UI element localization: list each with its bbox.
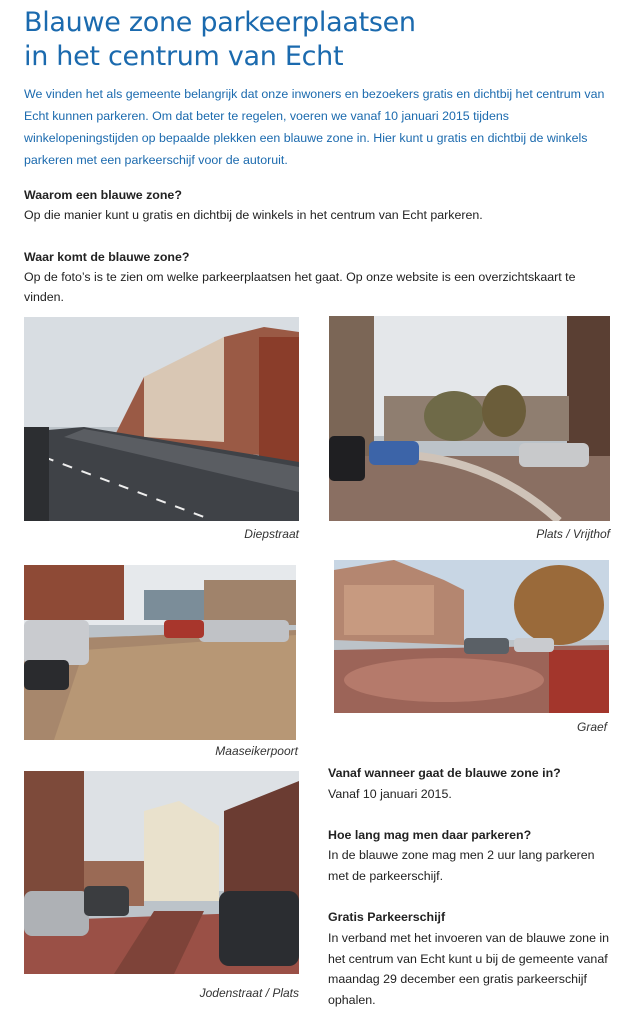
faq-parking-disc-answer: In verband met het invoeren van de blauwe zone in het centrum van Echt kunt u bij de gemeente vanaf maandag 29 december een gratis parkeerschijf ophalen. [328, 930, 610, 1008]
section-where [24, 247, 614, 307]
page-title [24, 6, 614, 74]
faq-when-question: Vanaf wanneer gaat de blauwe zone in? [328, 766, 561, 780]
section-why [24, 185, 614, 225]
photo-diepstraat [24, 317, 299, 521]
faq-parking-disc-question: Gratis Parkeerschijf [328, 909, 446, 924]
right-column-faq [328, 763, 612, 1011]
intro-paragraph: We vinden het als gemeente belangrijk dat onze inwoners en bezoekers gratis en dichtbij het centrum van Echt kunnen parkeren. Om dat beter te regelen, voeren we vanaf 10 januari 2015 tijdens winkelopeningstijden op bepaalde plekken een blauwe zone in. Hier kunt u gratis en dichtbij de winkels parkeren met een parkeerschijf voor de autoruit. [24, 87, 605, 167]
faq-when-answer: Vanaf 10 januari 2015. [328, 786, 452, 801]
photo-jodenstraat-plats [24, 771, 299, 974]
faq-duration-answer: In de blauwe zone mag men 2 uur lang parkeren met de parkeerschijf. [328, 848, 595, 884]
photo-plats-vrijthof [329, 316, 610, 521]
caption-plats-vrijthof: Plats / Vrijthof [536, 527, 610, 541]
section-why-answer: Op die manier kunt u gratis en dichtbij de winkels in het centrum van Echt parkeren. [24, 208, 483, 222]
page-title-line-1: Blauwe zone parkeerplaatsen [24, 7, 416, 38]
photo-graef [334, 560, 609, 713]
caption-jodenstraat-plats: Jodenstraat / Plats [199, 986, 299, 1000]
caption-maaseikerpoort: Maaseikerpoort [215, 744, 298, 758]
photo-maaseikerpoort [24, 565, 296, 740]
caption-diepstraat: Diepstraat [244, 527, 299, 541]
caption-graef: Graef [576, 720, 607, 734]
section-where-answer: Op de foto’s is te zien om welke parkeerplaatsen het gaat. Op onze website is een overzichtskaart te vinden. [24, 270, 576, 304]
section-why-question: Waarom een blauwe zone? [24, 188, 182, 202]
faq-duration-question: Hoe lang mag men daar parkeren? [328, 827, 532, 842]
section-where-question: Waar komt de blauwe zone? [24, 250, 190, 264]
page-title-line-2: in het centrum van Echt [24, 41, 344, 72]
